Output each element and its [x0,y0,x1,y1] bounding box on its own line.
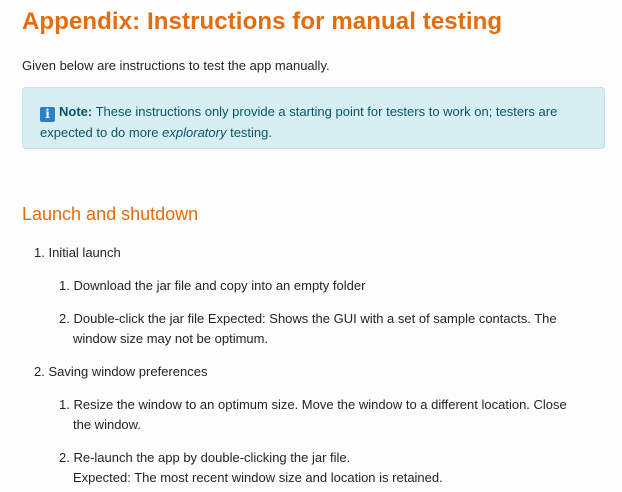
subitem-text-continued: the window. [73,417,141,432]
section-heading: Launch and shutdown [22,204,199,224]
item-label: Saving window preferences [48,364,208,379]
subitem-number: 1. [59,397,70,412]
note-text-end: testing. [230,125,273,140]
list-item [59,311,557,326]
note-emphasis: exploratory [162,125,227,140]
subitem-text-continued: window size may not be optimum. [73,331,269,346]
subitem-number: 2. [59,450,70,465]
subitem-number: 1. [59,278,70,293]
note-callout [22,87,605,149]
subitem-text: Resize the window to an optimum size. Move the window to a different location. Close [73,397,567,412]
info-icon: i [40,107,55,122]
item-label: Initial launch [48,245,121,260]
subitem-text: Download the jar file and copy into an empty folder [73,278,366,293]
list-item [59,450,350,465]
list-item [34,364,207,379]
subitem-text: Double-click the jar file Expected: Shows the GUI with a set of sample contacts. The [73,311,557,326]
subitem-text-continued: Expected: The most recent window size and location is retained. [73,470,443,485]
item-number: 1. [34,245,45,260]
subitem-text: Re-launch the app by double-clicking the jar file. [73,450,351,465]
page-title: Appendix: Instructions for manual testing [22,8,503,35]
list-item [59,397,567,412]
note-text: These instructions only provide a starting point for testers to work on; testers are expected to do more [40,104,558,140]
list-item [59,278,365,293]
intro-paragraph: Given below are instructions to test the app manually. [22,58,330,73]
subitem-number: 2. [59,311,70,326]
list-item [34,245,121,260]
note-label: Note: [59,104,93,119]
item-number: 2. [34,364,45,379]
